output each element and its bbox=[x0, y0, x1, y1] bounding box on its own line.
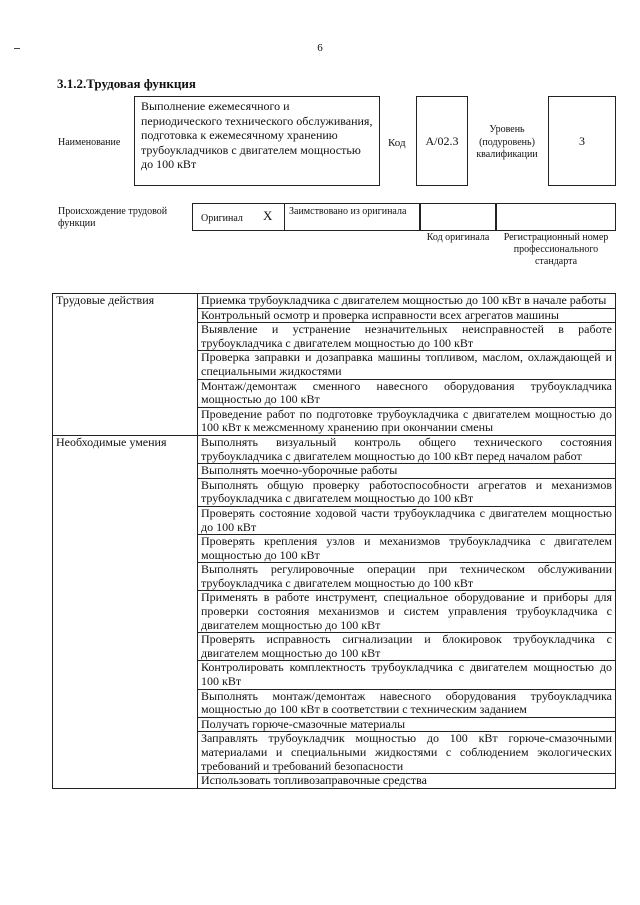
code-value-box: А/02.3 bbox=[416, 96, 468, 186]
section-title: 3.1.2.Трудовая функция bbox=[57, 76, 196, 91]
original-mark: X bbox=[263, 208, 273, 223]
origin-label: Происхождение трудовой функции bbox=[58, 206, 168, 229]
table-cell-item: Выполнять визуальный контроль общего технического состояния трубоукладчика с двигателем мощностью до 100 кВт перед началом работ bbox=[198, 435, 616, 463]
table-cell-item: Контрольный осмотр и проверка исправности всех агрегатов машины bbox=[198, 308, 616, 323]
original-label: Оригинал bbox=[201, 213, 243, 224]
section-title-cell: Трудовые действия bbox=[53, 294, 198, 436]
level-value-box: 3 bbox=[548, 96, 616, 186]
function-name-box: Выполнение ежемесячного и периодического технического обслуживания, подготовка к ежемесячному хранению трубоукладчиков с двигателем мощностью до 100 кВт bbox=[134, 96, 380, 186]
table-cell-item: Выполнять моечно-уборочные работы bbox=[198, 464, 616, 479]
reg-number-label: Регистрационный номер профессионального стандарта bbox=[503, 232, 609, 267]
table-cell-item: Монтаж/демонтаж сменного навесного оборудования трубоукладчика мощностью до 100 кВт bbox=[198, 379, 616, 407]
table-cell-item: Заправлять трубоукладчик мощностью до 100 кВт горюче-смазочными материалами и специальными жидкостями с соблюдением экологических требований и требований безопасности bbox=[198, 732, 616, 774]
table-cell-item: Проверка заправки и дозаправка машины топливом, маслом, охлаждающей и специальными жидкостями bbox=[198, 351, 616, 379]
origin-divider bbox=[284, 204, 285, 230]
code-original-label: Код оригинала bbox=[426, 232, 490, 243]
level-label: Уровень (подуровень) квалификации bbox=[476, 124, 538, 160]
name-label: Наименование bbox=[58, 137, 121, 148]
table-cell-item: Проверять исправность сигнализации и блокировок трубоукладчика с двигателем мощностью до 100 кВт bbox=[198, 633, 616, 661]
page-number: 6 bbox=[317, 42, 323, 54]
table-cell-item: Проверять состояние ходовой части трубоукладчика с двигателем мощностью до 100 кВт bbox=[198, 506, 616, 534]
reg-number-cell bbox=[496, 203, 616, 231]
table-cell-item: Выполнять общую проверку работоспособности агрегатов и механизмов трубоукладчика с двигателем мощностью до 100 кВт bbox=[198, 478, 616, 506]
table-cell-item: Контролировать комплектность трубоукладчика с двигателем мощностью до 100 кВт bbox=[198, 661, 616, 689]
function-table bbox=[52, 293, 616, 789]
origin-box bbox=[192, 203, 420, 231]
code-label: Код bbox=[388, 137, 406, 149]
table-cell-item: Проведение работ по подготовке трубоукладчика с двигателем мощностью до 100 кВт к межсменному хранению при окончании смены bbox=[198, 407, 616, 435]
table-cell-item: Проверять крепления узлов и механизмов трубоукладчика с двигателем мощностью до 100 кВт bbox=[198, 535, 616, 563]
table-cell-item: Выполнять регулировочные операции при техническом обслуживании трубоукладчика с двигателем мощностью до 100 кВт bbox=[198, 563, 616, 591]
table-cell-item: Применять в работе инструмент, специальное оборудование и приборы для проверки состояния механизмов и систем управления трубоукладчика с двигателем мощностью до 100 кВт bbox=[198, 591, 616, 633]
table-row bbox=[53, 294, 616, 309]
table-cell-item: Выполнять монтаж/демонтаж навесного оборудования трубоукладчика мощностью до 100 кВт в соответствии с техническим заданием bbox=[198, 689, 616, 717]
section-title-cell: Необходимые умения bbox=[53, 435, 198, 788]
table-cell-item: Выявление и устранение незначительных неисправностей в работе трубоукладчика с двигателем мощностью до 100 кВт bbox=[198, 323, 616, 351]
table-cell-item: Приемка трубоукладчика с двигателем мощностью до 100 кВт в начале работы bbox=[198, 294, 616, 309]
table-cell-item: Использовать топливозаправочные средства bbox=[198, 774, 616, 789]
code-original-cell bbox=[420, 203, 496, 231]
borrowed-label: Заимствовано из оригинала bbox=[289, 206, 407, 217]
table-row bbox=[53, 435, 616, 463]
table-cell-item: Получать горюче-смазочные материалы bbox=[198, 717, 616, 732]
